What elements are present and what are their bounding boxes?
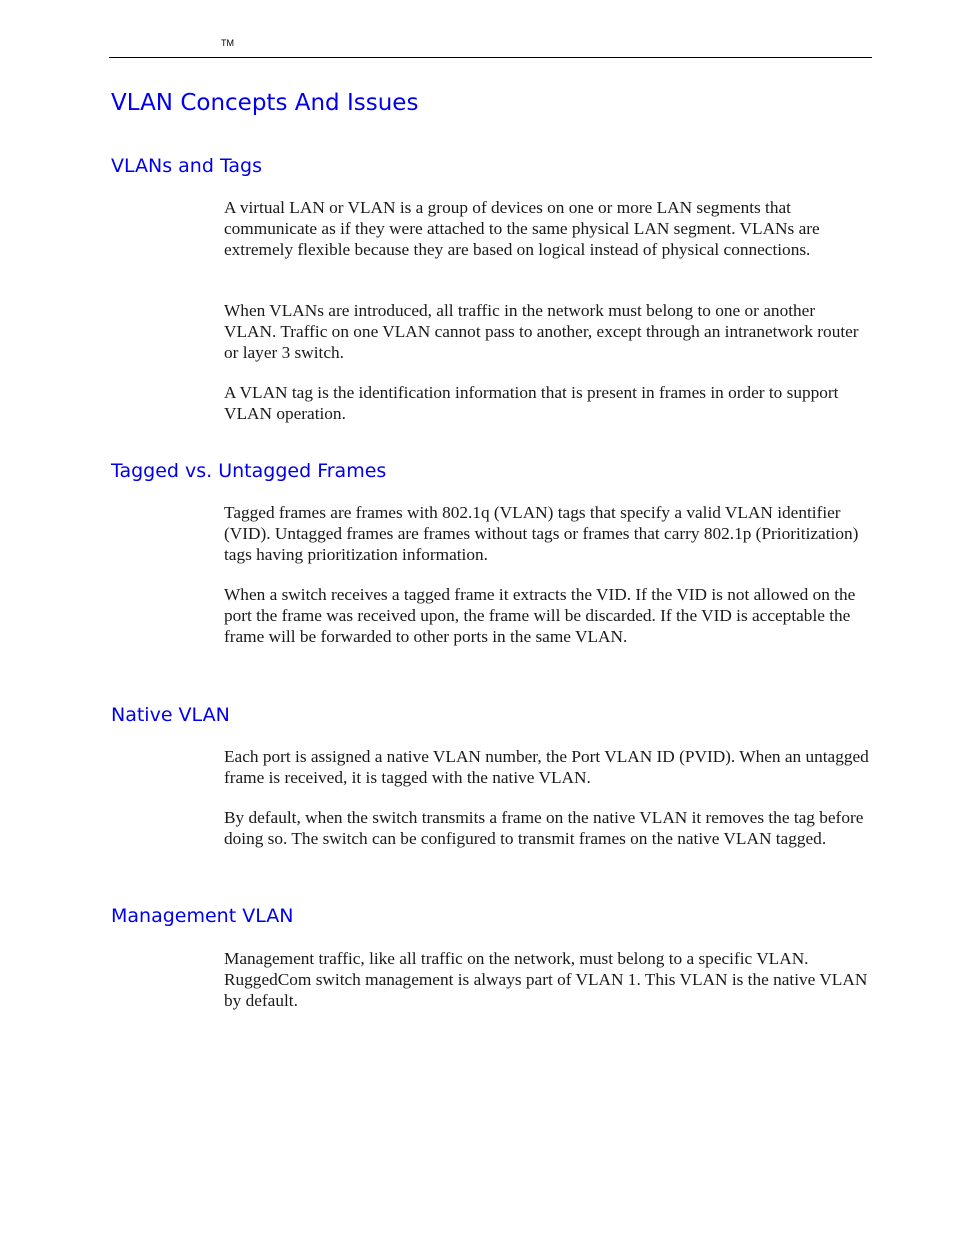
section-heading-vlans-and-tags: VLANs and Tags — [111, 155, 263, 177]
section-heading-tagged-vs-untagged: Tagged vs. Untagged Frames — [111, 460, 387, 482]
section-heading-native-vlan: Native VLAN — [111, 704, 230, 726]
trademark-mark: TM — [221, 38, 234, 48]
paragraph-native-vlan-default: By default, when the switch transmits a frame on the native VLAN it removes the tag before doing so. The switch can be configured to transmit frames on the native VLAN tagged. — [224, 808, 864, 848]
header-rule — [109, 57, 872, 58]
section-heading-management-vlan: Management VLAN — [111, 905, 294, 927]
page-title: VLAN Concepts And Issues — [111, 90, 419, 116]
paragraph-vlan-tag: A VLAN tag is the identification information that is present in frames in order to support VLAN operation. — [224, 383, 839, 423]
paragraph-native-vlan-pvid: Each port is assigned a native VLAN number, the Port VLAN ID (PVID). When an untagged frame is received, it is tagged with the native VLAN. — [224, 747, 869, 787]
paragraph-vlan-traffic: When VLANs are introduced, all traffic in the network must belong to one or another VLAN. Traffic on one VLAN cannot pass to another, except through an intranetwork router or layer 3 switch. — [224, 301, 859, 362]
paragraph-tagged-frames: Tagged frames are frames with 802.1q (VLAN) tags that specify a valid VLAN identifier (VID). Untagged frames are frames without tags or frames that carry 802.1p (Prioritization) tags having prioritization information. — [224, 503, 859, 564]
paragraph-vlan-definition: A virtual LAN or VLAN is a group of devices on one or more LAN segments that communicate as if they were attached to the same physical LAN segment. VLANs are extremely flexible because they are based on logical instead of physical connections. — [224, 198, 820, 259]
paragraph-switch-receives: When a switch receives a tagged frame it extracts the VID. If the VID is not allowed on the port the frame was received upon, the frame will be discarded. If the VID is acceptable the frame will be forwarded to other ports in the same VLAN. — [224, 585, 856, 646]
paragraph-management-traffic: Management traffic, like all traffic on the network, must belong to a specific VLAN. RuggedCom switch management is always part of VLAN 1. This VLAN is the native VLAN by default. — [224, 949, 868, 1010]
